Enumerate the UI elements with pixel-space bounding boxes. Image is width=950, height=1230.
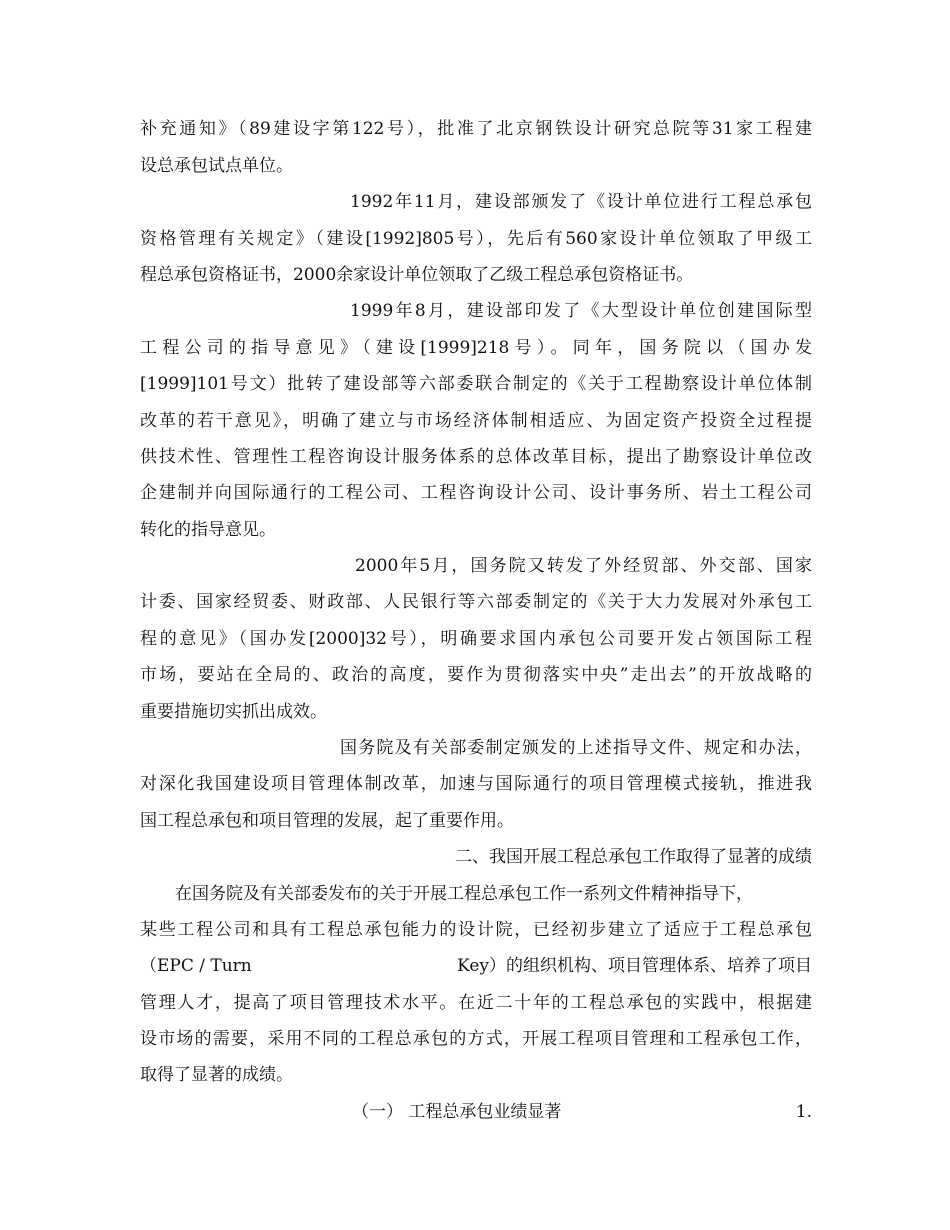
text-line: 资格管理有关规定》（建设[1992]805号），先后有560家设计单位领取了甲级工 xyxy=(140,229,812,249)
text-line: 供技术性、管理性工程咨询设计服务体系的总体改革目标，提出了勘察设计单位改 xyxy=(140,447,812,467)
text-line: 程总承包资格证书，2000余家设计单位领取了乙级工程总承包资格证书。 xyxy=(140,265,694,285)
text-line: 改革的若干意见》，明确了建立与市场经济体制相适应、为固定资产投资全过程提 xyxy=(140,411,812,431)
text-line: 管理人才，提高了项目管理技术水平。在近二十年的工程总承包的实践中，根据建 xyxy=(140,993,812,1013)
text-line: 设市场的需要，采用不同的工程总承包的方式，开展工程项目管理和工程承包工作， xyxy=(140,1029,812,1049)
text-segment: （EPC / Turn xyxy=(140,956,252,976)
text-line: 对深化我国建设项目管理体制改革，加速与国际通行的项目管理模式接轨，推进我 xyxy=(140,774,812,794)
section-heading: 二、我国开展工程总承包工作取得了显著的成绩 xyxy=(455,847,812,867)
list-number: 1. xyxy=(795,1102,812,1122)
text-line: 取得了显著的成绩。 xyxy=(140,1065,293,1085)
text-line: 1999年8月，建设部印发了《大型设计单位创建国际型 xyxy=(350,301,812,321)
text-line: 补充通知》（89建设字第122号），批准了北京钢铁设计研究总院等31家工程建 xyxy=(140,119,812,139)
text-line: [1999]101号文）批转了建设部等六部委联合制定的《关于工程勘察设计单位体制 xyxy=(140,374,812,394)
text-line: 转化的指导意见。 xyxy=(140,520,276,540)
text-line: 市场，要站在全局的、政治的高度，要作为贯彻落实中央”走出去”的开放战略的 xyxy=(140,665,812,685)
text-line: 2000年5月，国务院又转发了外经贸部、外交部、国家 xyxy=(355,556,812,576)
text-line: 计委、国家经贸委、财政部、人民银行等六部委制定的《关于大力发展对外承包工 xyxy=(140,592,812,612)
subsection-heading: （一） 工程总承包业绩显著 xyxy=(352,1102,562,1122)
text-line: 程的意见》（国办发[2000]32号），明确要求国内承包公司要开发占领国际工程 xyxy=(140,629,812,649)
text-line: 设总承包试点单位。 xyxy=(140,156,293,176)
text-line: 国工程总承包和项目管理的发展，起了重要作用。 xyxy=(140,811,514,831)
text-line: 1992年11月，建设部颁发了《设计单位进行工程总承包 xyxy=(350,192,812,212)
text-line: 重要措施切实抓出成效。 xyxy=(140,702,327,722)
text-line: 某些工程公司和具有工程总承包能力的设计院，已经初步建立了适应于工程总承包 xyxy=(140,920,812,940)
text-line-split xyxy=(140,955,812,977)
text-segment: Key）的组织机构、项目管理体系、培养了项目 xyxy=(457,956,812,976)
text-line: 在国务院及有关部委发布的关于开展工程总承包工作一系列文件精神指导下， xyxy=(175,884,753,904)
text-line: 工程公司的指导意见》（建设[1999]218号）。同年，国务院以（国办发 xyxy=(140,338,812,358)
text-line: 国务院及有关部委制定颁发的上述指导文件、规定和办法， xyxy=(340,738,812,758)
text-line: 企建制并向国际通行的工程公司、工程咨询设计公司、设计事务所、岩土工程公司 xyxy=(140,483,812,503)
